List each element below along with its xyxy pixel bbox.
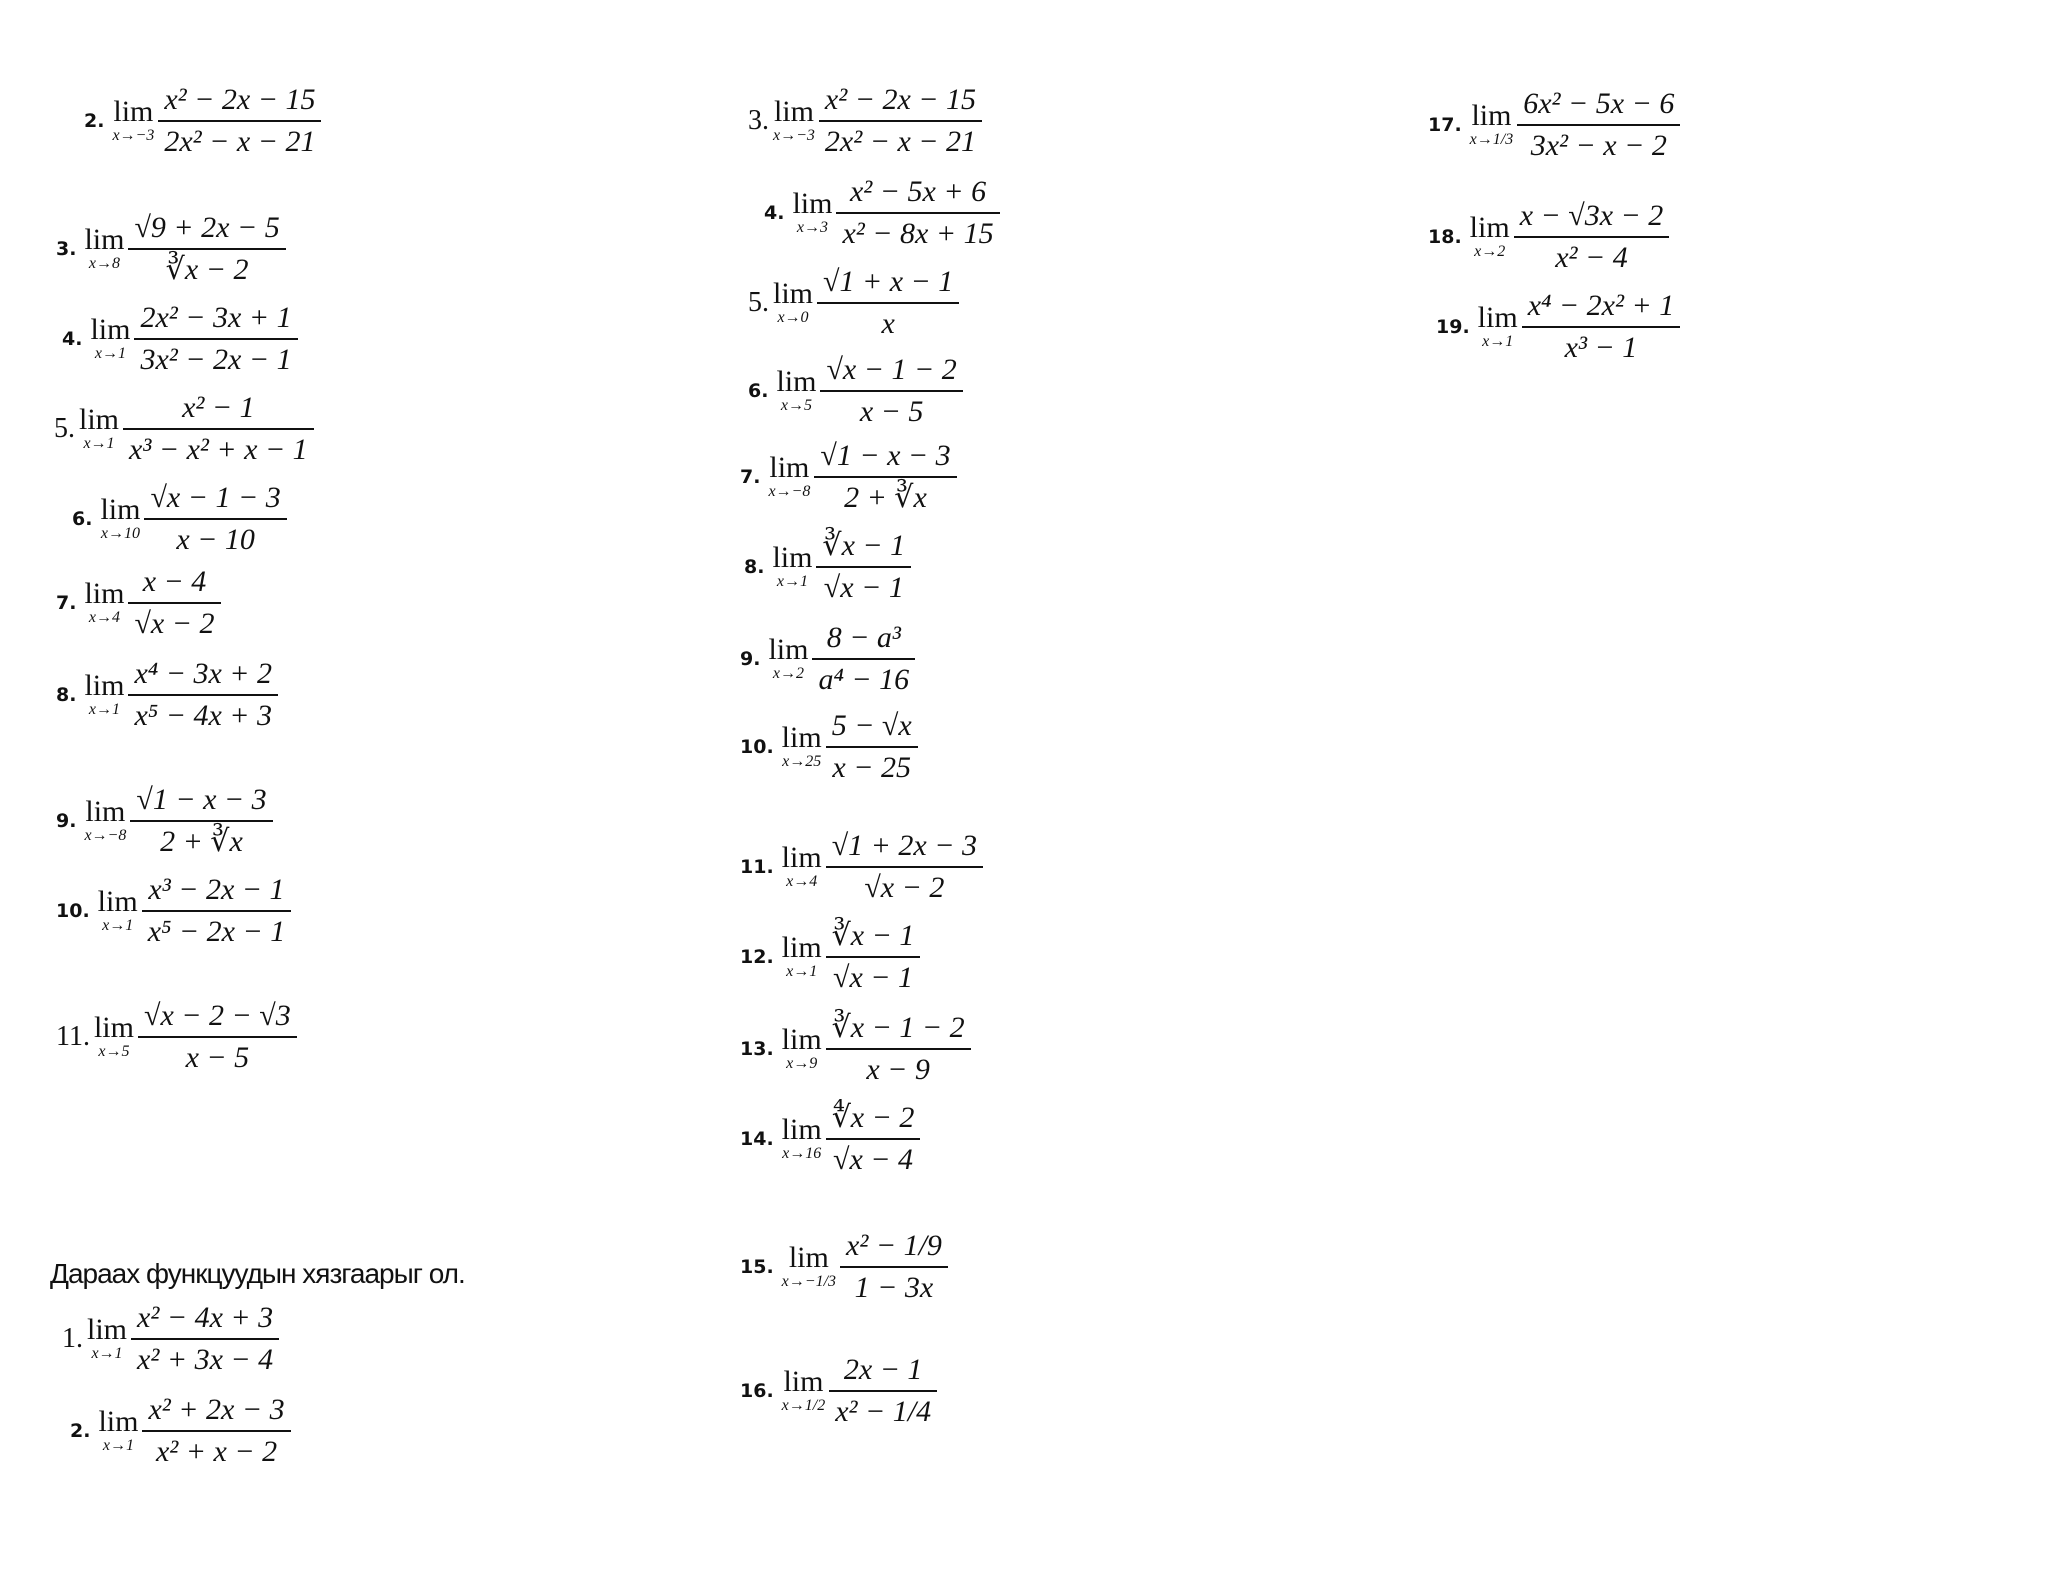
numerator: ∛x − 1 [822, 529, 906, 562]
lim-word: lim [781, 840, 822, 874]
numerator: ∛x − 1 [831, 919, 915, 952]
problem [56, 208, 286, 290]
problem-number: 7. [740, 465, 761, 488]
limit-operator [781, 720, 822, 771]
fraction [1517, 84, 1680, 166]
lim-word: lim [768, 632, 809, 666]
numerator: 2x − 1 [843, 1353, 923, 1386]
limit-operator [100, 492, 141, 543]
fraction [826, 916, 921, 998]
denominator: x [881, 306, 895, 340]
fraction [819, 80, 982, 162]
numerator: √1 + 2x − 3 [831, 829, 977, 862]
fraction [826, 826, 983, 908]
limit-operator [84, 668, 125, 719]
limit-approach: x→1 [91, 1344, 123, 1362]
problem [1436, 286, 1680, 368]
denominator: x² + 3x − 4 [137, 1342, 274, 1376]
limit-approach: x→1 [102, 1436, 135, 1454]
middle-column [730, 0, 1370, 1582]
fraction [128, 208, 285, 290]
limit-operator [84, 222, 125, 273]
problem-number: 9. [56, 809, 77, 832]
limit-operator [792, 186, 833, 237]
fraction [829, 1350, 937, 1432]
problem [84, 80, 321, 162]
numerator: ∜x − 2 [831, 1101, 915, 1134]
limit-operator [781, 1364, 826, 1415]
problem [56, 780, 273, 862]
limit-operator [781, 1112, 822, 1163]
lim-word: lim [783, 1364, 824, 1398]
problem [740, 1350, 937, 1432]
limit-operator [1469, 98, 1514, 149]
limit-operator [87, 1312, 128, 1363]
lim-word: lim [90, 312, 131, 346]
problem [764, 172, 1000, 254]
denominator: x⁵ − 2x − 1 [147, 914, 286, 948]
fraction [826, 1098, 921, 1180]
fraction [1514, 196, 1670, 278]
denominator: 2 + ∛x [844, 480, 927, 514]
denominator: x² − 4 [1555, 240, 1628, 274]
limit-approach: x→1/3 [1469, 130, 1514, 148]
problem-number: 4. [62, 327, 83, 350]
limit-operator [773, 276, 814, 327]
problem [748, 262, 959, 344]
lim-word: lim [1469, 210, 1510, 244]
problem [62, 1298, 279, 1380]
limit-approach: x→−3 [773, 126, 815, 144]
lim-word: lim [773, 276, 814, 310]
problem [748, 80, 982, 162]
numerator: 6x² − 5x − 6 [1523, 87, 1675, 120]
problem-number: 6. [72, 507, 93, 530]
limit-operator [98, 1404, 139, 1455]
denominator: x³ − x² + x − 1 [129, 432, 308, 466]
lim-word: lim [781, 1022, 822, 1056]
problem [740, 1098, 920, 1180]
limit-approach: x→4 [88, 608, 121, 626]
fraction [817, 262, 959, 344]
denominator: x² − 1/4 [835, 1394, 932, 1428]
fraction [1522, 286, 1681, 368]
problem-number: 1. [62, 1322, 83, 1354]
denominator: x − 9 [866, 1052, 930, 1086]
denominator: 1 − 3x [854, 1270, 934, 1304]
lim-word: lim [781, 930, 822, 964]
problem [70, 1390, 291, 1472]
limit-approach: x→8 [88, 254, 121, 272]
lim-word: lim [113, 94, 154, 128]
problem [740, 1226, 948, 1308]
numerator: √1 − x − 3 [136, 783, 267, 816]
problem-number: 9. [740, 647, 761, 670]
limit-approach: x→0 [777, 308, 809, 326]
fraction [131, 1298, 279, 1380]
limit-approach: x→5 [780, 396, 813, 414]
lim-word: lim [84, 576, 125, 610]
denominator: 3x² − x − 2 [1530, 128, 1667, 162]
limit-operator [776, 364, 817, 415]
problem-number: 14. [740, 1127, 774, 1150]
lim-word: lim [1477, 300, 1518, 334]
problem [740, 916, 920, 998]
problem [748, 350, 963, 432]
lim-word: lim [1471, 98, 1512, 132]
lim-word: lim [788, 1240, 829, 1274]
limit-approach: x→10 [100, 524, 141, 542]
limit-approach: x→1 [776, 572, 809, 590]
problem-number: 11. [740, 855, 774, 878]
denominator: x − 25 [832, 750, 911, 784]
lim-word: lim [773, 94, 814, 128]
fraction [128, 654, 278, 736]
limit-operator [112, 94, 155, 145]
problem [740, 706, 918, 788]
limit-approach: x→1 [1482, 332, 1514, 350]
problem [54, 388, 314, 470]
numerator: ∛x − 1 − 2 [831, 1011, 965, 1044]
limit-approach: x→−1/3 [781, 1272, 837, 1290]
limit-operator [781, 1022, 822, 1073]
numerator: √x − 1 − 2 [826, 353, 957, 386]
lim-word: lim [84, 222, 125, 256]
denominator: 2x² − x − 21 [824, 124, 977, 158]
limit-approach: x→9 [786, 1054, 818, 1072]
limit-approach: x→−8 [768, 482, 811, 500]
fraction [826, 706, 918, 788]
problem-number: 15. [740, 1255, 774, 1278]
problem [1428, 84, 1680, 166]
numerator: 2x² − 3x + 1 [140, 301, 292, 334]
limit-approach: x→−8 [84, 826, 127, 844]
right-column [1410, 0, 2048, 1582]
lim-word: lim [97, 884, 138, 918]
numerator: x − √3x − 2 [1519, 199, 1664, 232]
problem-number: 5. [748, 286, 769, 318]
lim-word: lim [85, 794, 126, 828]
limit-approach: x→1/2 [781, 1396, 826, 1414]
problem [1428, 196, 1669, 278]
limit-approach: x→1 [94, 344, 127, 362]
limit-operator [773, 94, 815, 145]
problem-number: 3. [748, 104, 769, 136]
limit-approach: x→−3 [112, 126, 155, 144]
problem-number: 8. [744, 555, 765, 578]
limit-approach: x→1 [83, 434, 115, 452]
limit-operator [1477, 300, 1518, 351]
denominator: 2x² − x − 21 [164, 124, 316, 158]
denominator: √x − 1 [833, 960, 914, 994]
problem [72, 478, 287, 560]
numerator: √x − 1 − 3 [150, 481, 281, 514]
problem [56, 870, 291, 952]
fraction [812, 618, 915, 700]
problem-number: 13. [740, 1037, 774, 1060]
fraction [840, 1226, 948, 1308]
numerator: x⁴ − 3x + 2 [134, 657, 273, 690]
problem-number: 19. [1436, 315, 1470, 338]
denominator: √x − 4 [833, 1142, 914, 1176]
fraction [142, 870, 292, 952]
limit-operator [97, 884, 138, 935]
problem-number: 7. [56, 591, 77, 614]
limit-operator [93, 1010, 134, 1061]
limit-approach: x→16 [782, 1144, 822, 1162]
problem [744, 526, 911, 608]
lim-word: lim [776, 364, 817, 398]
numerator: x³ − 2x − 1 [148, 873, 285, 906]
numerator: x² − 1 [182, 391, 255, 424]
limit-operator [768, 450, 811, 501]
denominator: 3x² − 2x − 1 [140, 342, 292, 376]
lim-word: lim [87, 1312, 128, 1346]
fraction [158, 80, 321, 162]
numerator: 8 − a³ [826, 621, 901, 654]
lim-word: lim [100, 492, 141, 526]
problem-number: 11. [56, 1020, 90, 1052]
numerator: x² − 4x + 3 [137, 1301, 274, 1334]
denominator: √x − 1 [823, 570, 904, 604]
limit-approach: x→4 [786, 872, 818, 890]
problem-number: 4. [764, 201, 785, 224]
left-column [0, 0, 640, 1582]
lim-word: lim [84, 668, 125, 702]
problem-number: 5. [54, 412, 75, 444]
limit-operator [781, 840, 822, 891]
limit-approach: x→2 [772, 664, 805, 682]
fraction [130, 780, 272, 862]
limit-operator [768, 632, 809, 683]
limit-operator [79, 402, 120, 453]
problem-number: 6. [748, 379, 769, 402]
problem-number: 10. [740, 735, 774, 758]
lim-word: lim [781, 720, 822, 754]
problem-number: 8. [56, 683, 77, 706]
lim-word: lim [93, 1010, 134, 1044]
problem [740, 1008, 971, 1090]
numerator: x² − 1/9 [846, 1229, 942, 1262]
denominator: x² − 8x + 15 [842, 216, 994, 250]
problem-number: 2. [84, 109, 105, 132]
numerator: x⁴ − 2x² + 1 [1527, 289, 1675, 322]
fraction [836, 172, 999, 254]
limit-operator [84, 794, 127, 845]
denominator: x² + x − 2 [155, 1434, 278, 1468]
denominator: 2 + ∛x [160, 824, 243, 858]
lim-word: lim [79, 402, 120, 436]
problem-number: 16. [740, 1379, 774, 1402]
denominator: x⁵ − 4x + 3 [134, 698, 273, 732]
limit-approach: x→5 [98, 1042, 130, 1060]
lim-word: lim [781, 1112, 822, 1146]
problem-number: 2. [70, 1419, 91, 1442]
denominator: ∛x − 2 [165, 252, 249, 286]
denominator: x − 10 [176, 522, 255, 556]
numerator: x² − 2x − 15 [164, 83, 316, 116]
fraction [123, 388, 314, 470]
problem-number: 12. [740, 945, 774, 968]
denominator: √x − 2 [864, 870, 945, 904]
lim-word: lim [772, 540, 813, 574]
fraction [128, 562, 220, 644]
limit-approach: x→2 [1474, 242, 1506, 260]
fraction [816, 526, 911, 608]
limit-approach: x→1 [786, 962, 818, 980]
numerator: x² − 2x − 15 [824, 83, 977, 116]
problem [56, 654, 278, 736]
problem-number: 17. [1428, 113, 1462, 136]
limit-approach: x→25 [782, 752, 822, 770]
fraction [142, 1390, 290, 1472]
fraction [820, 350, 962, 432]
problem [56, 562, 221, 644]
numerator: √1 − x − 3 [820, 439, 951, 472]
limit-operator [90, 312, 131, 363]
limit-approach: x→1 [102, 916, 134, 934]
denominator: a⁴ − 16 [818, 662, 910, 696]
denominator: x³ − 1 [1564, 330, 1638, 364]
limit-operator [781, 930, 822, 981]
problem [740, 436, 957, 518]
fraction [138, 996, 297, 1078]
lim-word: lim [769, 450, 810, 484]
limit-approach: x→3 [796, 218, 829, 236]
limit-operator [781, 1240, 837, 1291]
fraction [144, 478, 286, 560]
problem-number: 10. [56, 899, 90, 922]
numerator: √1 + x − 1 [823, 265, 954, 298]
fraction [814, 436, 956, 518]
problem [740, 826, 983, 908]
limit-operator [1469, 210, 1510, 261]
limit-approach: x→1 [88, 700, 121, 718]
limit-operator [772, 540, 813, 591]
fraction [134, 298, 297, 380]
problem-number: 3. [56, 237, 77, 260]
denominator: x − 5 [185, 1040, 250, 1074]
numerator: √9 + 2x − 5 [134, 211, 280, 244]
numerator: x² − 5x + 6 [849, 175, 987, 208]
numerator: 5 − √x [831, 709, 912, 742]
problem-number: 18. [1428, 225, 1462, 248]
fraction [826, 1008, 971, 1090]
lim-word: lim [98, 1404, 139, 1438]
problem [62, 298, 298, 380]
problem [56, 996, 297, 1078]
section-heading: Дараах функцуудын хязгаарыг ол. [50, 1258, 465, 1289]
limit-operator [84, 576, 125, 627]
numerator: √x − 2 − √3 [143, 999, 291, 1032]
denominator: √x − 2 [134, 606, 215, 640]
numerator: x² + 2x − 3 [148, 1393, 285, 1426]
problem [740, 618, 915, 700]
lim-word: lim [792, 186, 833, 220]
denominator: x − 5 [859, 394, 924, 428]
numerator: x − 4 [142, 565, 207, 598]
